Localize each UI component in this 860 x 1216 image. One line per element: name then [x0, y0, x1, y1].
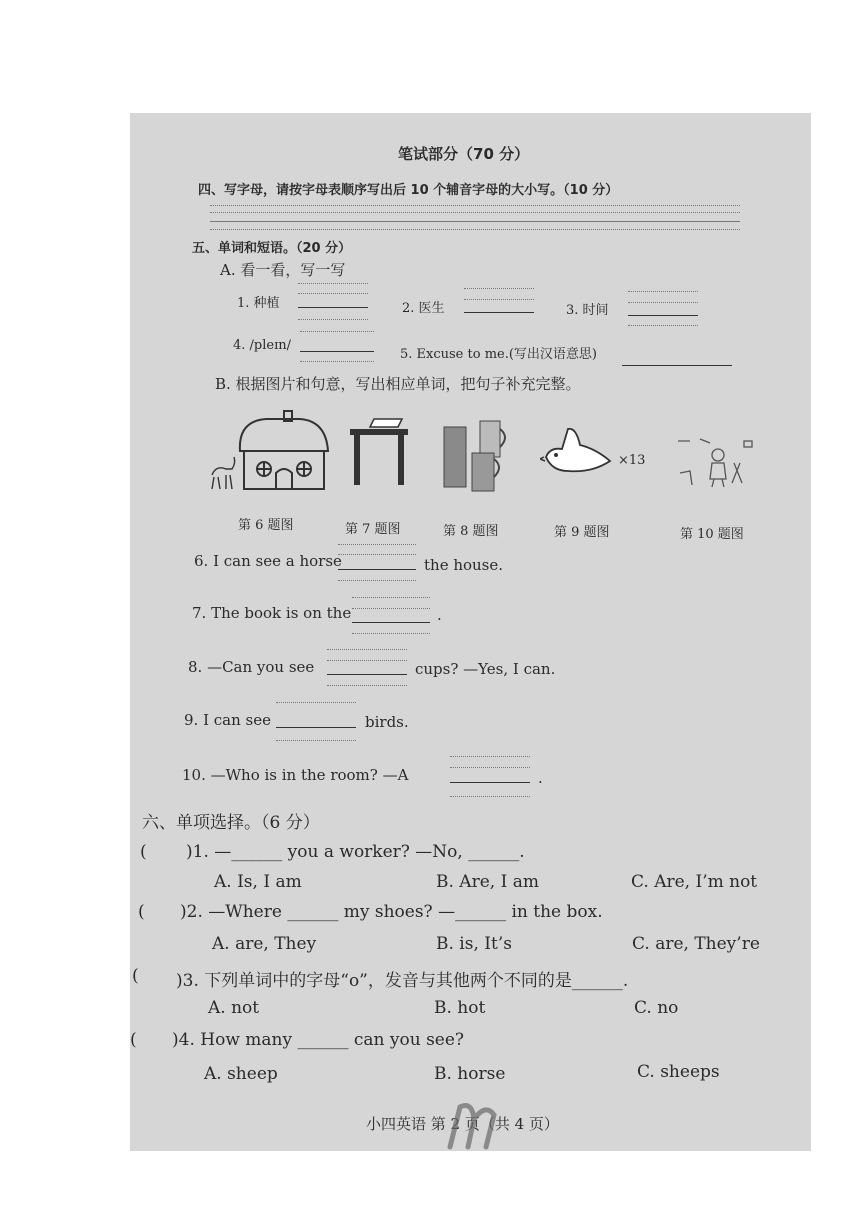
q6-before: 6. I can see a horse	[194, 552, 342, 570]
writing-line	[338, 554, 416, 555]
header-title: 笔试部分（70 分）	[398, 145, 530, 163]
room-picture	[670, 433, 760, 493]
q7-after: .	[437, 606, 442, 624]
writing-line	[450, 756, 530, 757]
q1-option-b: B. Are, I am	[436, 872, 539, 892]
answer-paren[interactable]: (	[132, 966, 139, 986]
bird-count: ×13	[618, 453, 646, 468]
writing-line	[352, 608, 430, 609]
part-a-title: A. 看一看，写一写	[220, 261, 346, 279]
part-b-title: B. 根据图片和句意，写出相应单词，把句子补充完整。	[215, 375, 581, 393]
q8-after: cups? —Yes, I can.	[415, 660, 556, 678]
q10-before: 10. —Who is in the room? —A	[182, 766, 409, 784]
q9-before: 9. I can see	[184, 711, 271, 729]
q3-option-c: C. no	[634, 998, 679, 1018]
caption-9: 第 9 题图	[554, 525, 610, 540]
q2-option-a: A. are, They	[212, 934, 317, 954]
answer-paren[interactable]: (	[140, 842, 147, 862]
cups-picture	[436, 413, 516, 495]
q2-option-b: B. is, It’s	[436, 934, 512, 954]
caption-6: 第 6 题图	[238, 518, 294, 533]
caption-10: 第 10 题图	[680, 527, 744, 542]
writing-line	[210, 229, 740, 230]
answer-paren[interactable]: (	[130, 1030, 137, 1050]
writing-line	[450, 796, 530, 797]
writing-line	[327, 660, 407, 661]
writing-line	[300, 331, 374, 332]
answer-blank[interactable]	[327, 674, 407, 675]
section6-title: 六、单项选择。（6 分）	[142, 813, 320, 833]
q7-before: 7. The book is on the	[192, 604, 352, 622]
writing-line	[300, 361, 374, 362]
answer-paren[interactable]: (	[138, 902, 145, 922]
writing-line	[210, 221, 740, 222]
writing-line	[276, 740, 356, 741]
writing-line	[464, 288, 534, 289]
q1-option-a: A. Is, I am	[214, 872, 302, 892]
writing-line	[352, 633, 430, 634]
answer-blank[interactable]	[300, 351, 374, 352]
writing-line	[352, 597, 430, 598]
answer-blank[interactable]	[622, 365, 732, 366]
q4-option-a: A. sheep	[204, 1064, 278, 1084]
q6-after: the house.	[424, 556, 504, 574]
item-2: 2. 医生	[402, 301, 445, 316]
answer-blank[interactable]	[338, 569, 416, 570]
item-4: 4. /pleɪn/	[233, 338, 291, 353]
writing-line	[210, 205, 740, 206]
writing-line	[450, 767, 530, 768]
writing-line	[298, 293, 368, 294]
exam-page	[130, 113, 811, 1151]
q1-option-c: C. Are, I’m not	[631, 872, 758, 892]
q2-stem: )2. —Where ______ my shoes? —______ in the box.	[180, 902, 603, 922]
caption-8: 第 8 题图	[443, 524, 499, 539]
house-horse-picture	[206, 409, 331, 494]
writing-line	[298, 319, 368, 320]
answer-blank[interactable]	[352, 622, 430, 623]
writing-line	[276, 702, 356, 703]
writing-line	[327, 649, 407, 650]
writing-line	[338, 544, 416, 545]
writing-line	[298, 283, 368, 284]
q2-option-c: C. are, They’re	[632, 934, 760, 954]
answer-blank[interactable]	[464, 312, 534, 313]
section4-title: 四、写字母，请按字母表顺序写出后 10 个辅音字母的大小写。（10 分）	[198, 183, 619, 198]
q3-option-b: B. hot	[434, 998, 486, 1018]
writing-line	[628, 291, 698, 292]
q4-option-b: B. horse	[434, 1064, 506, 1084]
page-footer: 小四英语 第 2 页（共 4 页）	[366, 1115, 559, 1133]
writing-line	[628, 302, 698, 303]
bird-picture	[540, 425, 620, 485]
q9-after: birds.	[365, 713, 409, 731]
q4-option-c: C. sheeps	[637, 1062, 720, 1082]
answer-blank[interactable]	[298, 307, 368, 308]
writing-line	[210, 212, 740, 213]
q3-stem: )3. 下列单词中的字母“o”，发音与其他两个不同的是______.	[176, 971, 629, 991]
section5-title: 五、单词和短语。（20 分）	[192, 241, 352, 256]
writing-line	[327, 685, 407, 686]
handwritten-mark	[442, 1097, 502, 1151]
desk-book-picture	[344, 413, 414, 493]
q4-stem: )4. How many ______ can you see?	[172, 1030, 465, 1050]
q10-after: .	[538, 769, 543, 787]
item-3: 3. 时间	[566, 303, 609, 318]
item-1: 1. 种植	[237, 296, 280, 311]
q3-option-a: A. not	[208, 998, 260, 1018]
writing-line	[628, 325, 698, 326]
q8-before: 8. —Can you see	[188, 658, 315, 676]
q1-stem: )1. —______ you a worker? —No, ______.	[186, 842, 525, 862]
item-5: 5. Excuse to me.(写出汉语意思)	[400, 347, 597, 362]
answer-blank[interactable]	[628, 315, 698, 316]
writing-line	[464, 299, 534, 300]
writing-line	[338, 580, 416, 581]
caption-7: 第 7 题图	[345, 522, 401, 537]
answer-blank[interactable]	[276, 727, 356, 728]
answer-blank[interactable]	[450, 782, 530, 783]
